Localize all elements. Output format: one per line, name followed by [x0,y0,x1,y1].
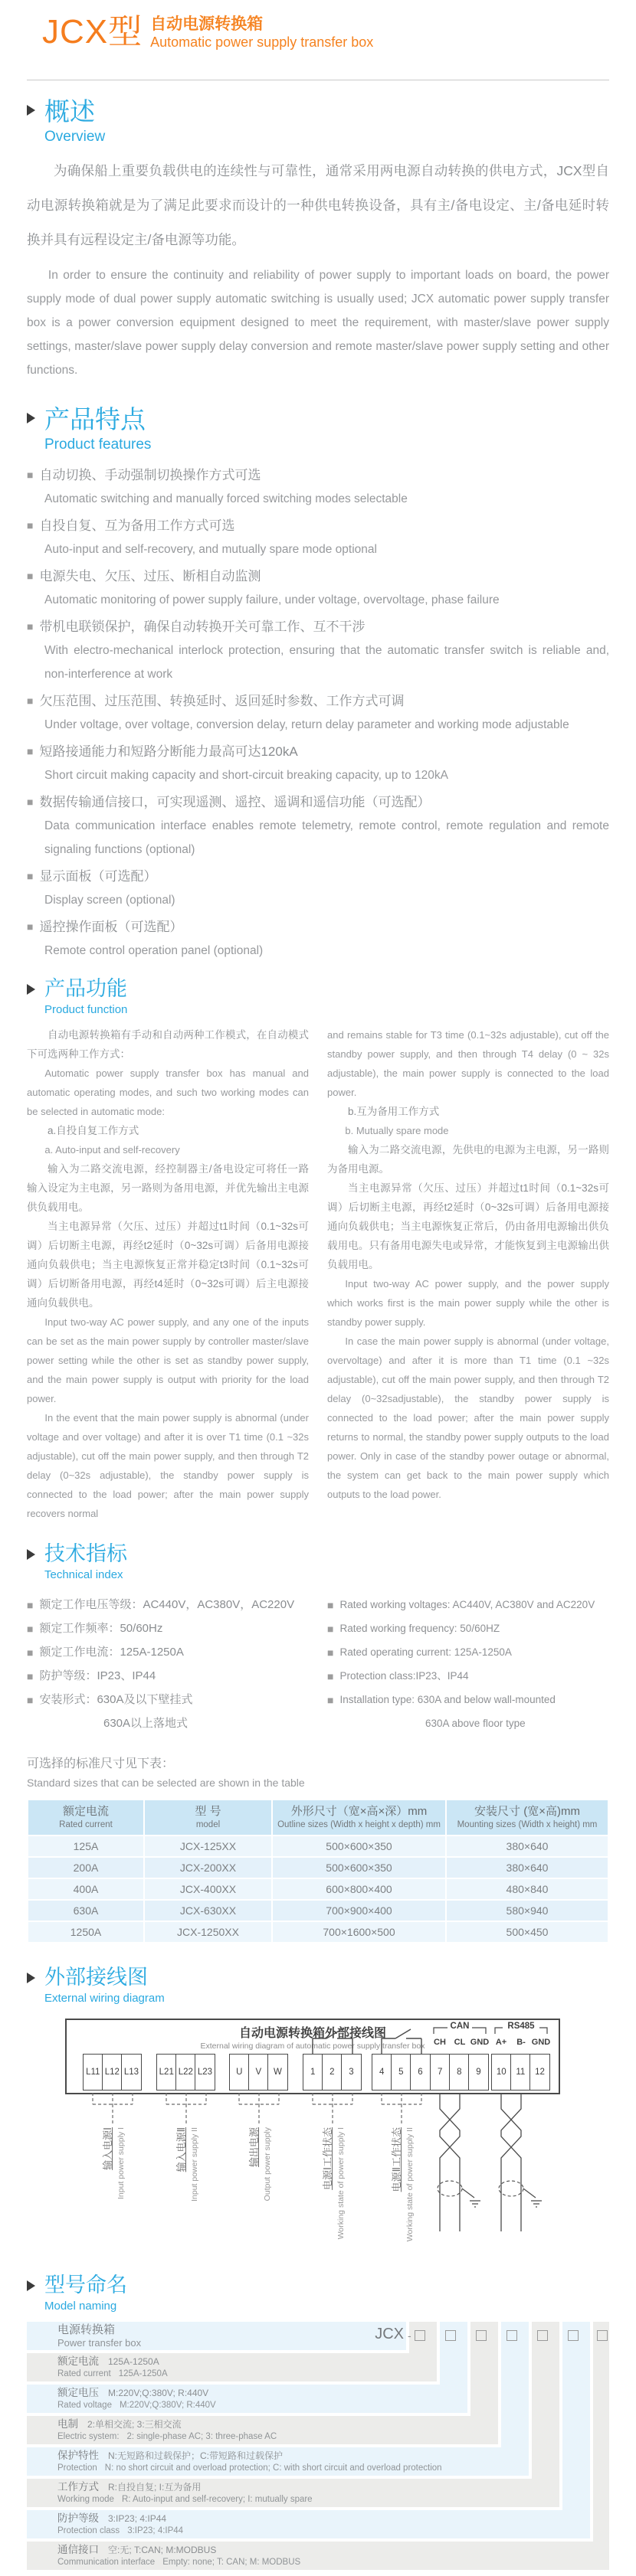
terminal: L21 [156,2054,177,2091]
naming-label-cn: 电源转换箱 [57,2323,116,2336]
group-label-en: Input power supply I [116,2127,126,2199]
tech-item-text: Rated operating current: 125A-1250A [339,1646,512,1658]
group-label-cn: 输入电源Ⅱ [175,2127,187,2172]
cell-mounting: 380×640 [447,1836,608,1856]
overview-paragraph-en: In order to ensure the continuity and reliability of power supply to important loads on board, the power supply mode of dual power supply automatic switching is usually used; JCX automatic power supply transfer box is a power conversion equipment designed to meet the requirement, with master/slave power supply settings, master/slave power supply delay conversion and remote master/slave power supply setting and other functions. [27,269,609,377]
model-code-box [445,2330,456,2341]
section-overview-titles [44,97,105,146]
function-paragraph: 输入为二路交流电源，经控制器主/备电设定可将任一路输入设定为主电源，另一路则为备用电源，并优先输出主电源供负载用电。 [27,1163,309,1213]
group-label-state1 [320,2127,346,2259]
table-header-row [28,1800,608,1835]
section-features-titles [44,405,151,454]
naming-value-cn: M:220V;Q:380V; R:440V [108,2388,209,2398]
cell-mounting: 480×840 [447,1879,608,1899]
section-features-header [27,405,609,454]
cell-outline: 500×600×350 [273,1858,445,1878]
tech-title-cn: 技术指标 [44,1542,127,1565]
tech-item-text: 额定工作频率：50/60Hz [39,1622,163,1635]
function-paragraph: b. Mutually spare mode [345,1125,449,1136]
section-marker-icon [27,1973,35,1983]
bullet-square-icon: ■ [27,1694,34,1706]
naming-value-en: M:220V;Q:380V; R:440V [119,2401,216,2410]
section-naming-titles [44,2273,127,2314]
terminal: L13 [121,2054,142,2091]
terminal: L11 [83,2054,103,2091]
pin-label: B- [516,2038,526,2047]
bullet-square-icon: ■ [27,620,34,633]
model-code-box [415,2330,425,2341]
naming-label-cn: 工作方式 [57,2481,99,2493]
page-header [42,14,609,51]
group-label-input2 [173,2127,199,2259]
rs485-pin-labels [491,2038,551,2047]
bullet-square-icon: ■ [327,1599,334,1611]
section-wiring-titles [44,1965,165,2006]
naming-label-cn: 额定电压 [57,2387,99,2398]
naming-label-en: Rated voltage [57,2401,112,2410]
feature-en: Automatic monitoring of power supply failure, under voltage, overvoltage, phase failure [44,593,500,606]
naming-label-en: Protection class [57,2526,120,2535]
overview-title-cn: 概述 [44,97,95,126]
feature-cn: 带机电联锁保护，确保自动转换开关可靠工作、互不干涉 [39,619,366,634]
terminal: 2 [322,2054,343,2091]
cell-rated-current: 400A [28,1879,143,1899]
naming-value-cn: 125A-1250A [108,2356,159,2367]
terminal: 9 [468,2054,489,2091]
group-label-cn: 输出电源 [248,2127,260,2168]
bullet-square-icon: ■ [27,796,34,808]
feature-item [27,564,609,612]
terminal: L23 [195,2054,215,2091]
tech-item-text: Rated working frequency: 50/60HZ [339,1623,500,1634]
features-title-cn: 产品特点 [44,405,146,433]
group-label-cn: 输入电源Ⅰ [102,2127,113,2170]
model-code-box [537,2330,548,2341]
naming-value-cn: 2:单相交流; 3:三相交流 [87,2419,182,2430]
model-naming-diagram [27,2322,609,2576]
feature-item [27,463,609,511]
cell-model: JCX-125XX [145,1836,271,1856]
naming-title-cn: 型号命名 [44,2274,127,2296]
rs485-bus-label: RS485 [507,2022,535,2031]
function-paragraph: 自动电源转换箱有手动和自动两种工作模式，在自动模式下可选两种工作方式： [27,1029,309,1060]
naming-label-en: Rated current [57,2369,111,2378]
cell-outline: 700×1600×500 [273,1922,445,1942]
feature-en: Under voltage, over voltage, conversion delay, return delay parameter and working mode adjustable [44,718,569,731]
naming-title-en: Model naming [44,2300,117,2313]
pin-label: A+ [495,2038,507,2047]
naming-label-cn: 通信接口 [57,2544,99,2555]
table-row [28,1858,608,1878]
bullet-square-icon: ■ [27,570,34,582]
tech-left-column [27,1594,309,1734]
tech-columns [27,1594,609,1734]
terminal-group-rs485 [491,2054,550,2091]
cell-model: JCX-200XX [145,1858,271,1878]
wiring-title-en: External wiring diagram [44,1992,165,2005]
bullet-square-icon: ■ [327,1623,334,1635]
bullet-square-icon: ■ [27,1599,34,1611]
model-code-box [597,2330,608,2341]
table-row [28,1879,608,1899]
terminal: 1 [303,2054,323,2091]
group-label-en: Input power supply II [190,2127,199,2202]
naming-row [27,2542,609,2570]
tech-item-text: Installation type: 630A and below wall-mounted [339,1694,556,1705]
feature-en: Remote control operation panel (optional) [44,944,264,957]
terminal: 8 [449,2054,470,2091]
sizes-table [27,1799,609,1943]
terminal: 7 [430,2054,451,2091]
overview-title-en: Overview [44,129,106,145]
section-naming-header [27,2273,609,2314]
naming-value-en: R: Auto-input and self-recovery; I: mutually spare [121,2495,313,2504]
cell-outline: 600×800×400 [273,1879,445,1899]
function-title-en: Product function [44,1003,128,1016]
cell-rated-current: 1250A [28,1922,143,1942]
naming-label-en: Communication interface [57,2558,156,2567]
naming-dash: - [408,2329,411,2342]
function-paragraph: Input two-way AC power supply, and the power supply which works first is the main power supply while the other is standby power supply. [327,1278,609,1328]
function-paragraph: a. Auto-input and self-recovery [44,1144,180,1156]
section-marker-icon [27,413,35,423]
naming-prefix: JCX [375,2326,404,2342]
pin-label: GND [531,2038,551,2047]
bullet-square-icon: ■ [27,1623,34,1635]
naming-value-en: Empty: none; T: CAN; M: MODBUS [162,2558,301,2567]
terminal: V [248,2054,269,2091]
cell-mounting: 380×640 [447,1858,608,1878]
feature-item [27,615,609,686]
tech-item-sub: 630A above floor type [425,1718,526,1729]
terminal: U [229,2054,250,2091]
terminal: 11 [510,2054,531,2091]
model-code-box [507,2330,517,2341]
feature-cn: 自动切换、手动强制切换操作方式可选 [39,468,261,482]
section-function-header [27,976,609,1018]
tech-item-sub: 630A以上落地式 [103,1717,189,1730]
terminal: L12 [102,2054,123,2091]
feature-en: Display screen (optional) [44,894,175,907]
product-title-cn: 自动电源转换箱 [150,15,264,33]
feature-en: Data communication interface enables remote telemetry, remote control, remote regulation and remote signaling functions (optional) [44,819,609,856]
naming-value-cn: 空:无; T:CAN; M:MODBUS [108,2545,217,2555]
feature-item [27,514,609,561]
feature-list [27,463,609,963]
naming-value-cn: 3:IP23; 4:IP44 [108,2513,167,2524]
naming-label-en: Protection [57,2463,97,2473]
section-tech-titles [44,1541,127,1583]
function-columns [27,1025,609,1523]
function-paragraph: Automatic power supply transfer box has manual and automatic operating modes, and such two working modes can be selected in automatic mode: [27,1067,309,1117]
function-paragraph: 当主电源异常（欠压、过压）并超过t1时间（0.1~32s可调）后切断主电源，再经t2延时（0~32s可调）后备用电源接通向负载供电；当主电源恢复正常并稳定t3时间（0.1~32s可调）后切断备用电源，再经t4延时（0~32s可调）后主电源接通向负载供电。 [27,1221,309,1309]
cell-mounting: 580×940 [447,1901,608,1921]
naming-row [27,2385,467,2413]
terminal-group-can [430,2054,489,2091]
bullet-square-icon: ■ [27,695,34,707]
function-paragraph: 输入为二路交流电源，先供电的电源为主电源，另一路则为备用电源。 [327,1144,609,1175]
feature-cn: 显示面板（可选配） [39,869,157,884]
sizes-intro-cn: 可选择的标准尺寸见下表： [27,1757,175,1770]
naming-value-en: 2: single-phase AC; 3: three-phase AC [126,2432,277,2441]
terminal: 3 [341,2054,362,2091]
group-label-en: Working state of power supply I [336,2127,346,2240]
col-header-rated-current: 额定电流 Rated current [28,1800,143,1835]
feature-cn: 数据传输通信接口，可实现遥测、遥控、遥调和遥信功能（可选配） [39,795,431,809]
section-tech-header [27,1541,609,1583]
tech-item-text: 防护等级：IP23、IP44 [39,1669,156,1682]
product-titles [150,14,373,51]
sizes-intro-en: Standard sizes that can be selected are shown in the table [27,1777,305,1789]
table-row [28,1922,608,1942]
bullet-square-icon: ■ [27,1670,34,1682]
group-label-state2 [388,2127,415,2259]
naming-value-cn: R:自投自复; I:互为备用 [108,2482,202,2493]
terminal: 5 [391,2054,411,2091]
terminal: L22 [175,2054,196,2091]
wiring-diagram [27,2019,609,2265]
cell-rated-current: 125A [28,1836,143,1856]
cell-mounting: 500×450 [447,1922,608,1942]
cell-rated-current: 200A [28,1858,143,1878]
pin-label: CL [454,2038,466,2047]
section-marker-icon [27,1549,35,1560]
bullet-square-icon: ■ [27,469,34,481]
section-marker-icon [27,984,35,995]
feature-item [27,689,609,737]
function-paragraph: a.自投自复工作方式 [48,1125,139,1136]
feature-cn: 短路接通能力和短路分断能力最高可达120kA [39,744,298,759]
cell-outline: 500×600×350 [273,1836,445,1856]
tech-item-text: 额定工作电流：125A-1250A [39,1646,184,1659]
function-paragraph: b.互为备用工作方式 [348,1106,440,1117]
function-right-column [327,1025,609,1523]
terminal-group-output [229,2054,288,2091]
terminal-group-state2 [372,2054,431,2091]
feature-cn: 自投自复、互为备用工作方式可选 [39,518,235,533]
naming-value-en: 125A-1250A [118,2369,168,2378]
naming-label-cn: 防护等级 [57,2512,99,2524]
function-left-column [27,1025,309,1523]
group-label-output [246,2127,272,2259]
naming-strip [532,2322,559,2479]
feature-cn: 欠压范围、过压范围、转换延时、返回延时参数、工作方式可调 [39,694,405,708]
terminal-group-input1 [83,2054,142,2091]
terminal: 10 [491,2054,512,2091]
bullet-square-icon: ■ [27,920,34,933]
cell-model: JCX-1250XX [145,1922,271,1942]
feature-cn: 遥控操作面板（可选配） [39,920,183,934]
tech-title-en: Technical index [44,1568,123,1581]
feature-en: With electro-mechanical interlock protection, ensuring that the automatic transfer switch is reliable and, non-interference at work [44,644,609,681]
bullet-square-icon: ■ [27,745,34,757]
feature-en: Automatic switching and manually forced switching modes selectable [44,492,408,505]
wiring-title-cn: 外部接线图 [44,1966,148,1989]
function-paragraph: In the event that the main power supply is abnormal (under voltage and over voltage) and after it is over T1 time (0.1 ~32s adjustable), cut off the main power supply, and then through T2 delay (0~32s adjustable), the standby power supply is connected to the load power; after the main power supply recovers normal [27,1412,309,1519]
section-marker-icon [27,105,35,116]
naming-value-en: N: no short circuit and overload protection; C: with short circuit and overload protection [104,2463,442,2473]
naming-row [27,2353,437,2381]
bullet-square-icon: ■ [27,519,34,531]
function-title-cn: 产品功能 [44,977,127,1000]
col-header-outline-sizes: 外形尺寸（宽×高×深）mm Outline sizes (Width x height x depth) mm [273,1800,445,1835]
cell-model: JCX-630XX [145,1901,271,1921]
bullet-square-icon: ■ [327,1694,334,1706]
overview-paragraph-cn: 为确保船上重要负载供电的连续性与可靠性，通常采用两电源自动转换的供电方式，JCX型自动电源转换箱就是为了满足此要求而设计的一种供电转换设备，具有主/备电设定、主/备电延时转换并具有远程设定主/备电源等功能。 [27,163,609,247]
group-label-en: Output power supply [263,2127,272,2202]
feature-item [27,865,609,912]
naming-label-cn: 额定电流 [57,2355,99,2367]
naming-strip [562,2322,590,2510]
tech-item-text: 额定工作电压等级：AC440V，AC380V，AC220V [39,1598,295,1611]
section-wiring-header [27,1965,609,2006]
bullet-square-icon: ■ [27,870,34,882]
feature-item [27,790,609,861]
product-title-en: Automatic power supply transfer box [150,34,374,50]
can-pin-labels [430,2038,490,2047]
cell-outline: 700×900×400 [273,1901,445,1921]
naming-row [27,2479,559,2507]
group-label-en: Working state of power supply II [405,2127,415,2242]
group-label-cn: 电源Ⅰ工作状态 [322,2127,333,2190]
naming-label-en: Power transfer box [57,2337,142,2349]
feature-item [27,915,609,963]
terminal-group-state1 [303,2054,362,2091]
naming-row [27,2416,498,2444]
naming-value-cn: N:无短路和过载保护；C:带短路和过载保护 [108,2450,284,2461]
can-bus-label: CAN [450,2022,470,2031]
section-function-titles [44,976,127,1018]
naming-strip [593,2322,609,2542]
cell-rated-current: 630A [28,1901,143,1921]
terminal: W [267,2054,288,2091]
function-paragraph: Input two-way AC power supply, and any one of the inputs can be set as the main power supply by controller master/slave power setting while the other is set as standby power supply, and the main power supply is output with priority for the load power. [27,1316,309,1404]
feature-en: Short circuit making capacity and short-circuit breaking capacity, up to 120kA [44,769,448,782]
model-code-box [568,2330,579,2341]
feature-en: Auto-input and self-recovery, and mutually spare mode optional [44,543,377,556]
pin-label: GND [470,2038,490,2047]
naming-label-en: Electric system: [57,2432,120,2441]
naming-label-en: Working mode [57,2495,114,2504]
features-title-en: Product features [44,436,152,453]
bullet-square-icon: ■ [327,1646,334,1659]
function-paragraph: In case the main power supply is abnormal (under voltage, overvoltage) and after it is more than T1 time (0.1 ~32s adjustable), cut off the main power supply, and then through T2 delay (0~32sadjustable), the standby power supply is connected to the load power; after the main power supply returns to normal, the standby power supply outputs to the load power. Only in case of the standby power outage or abnormal, the system can get back to the main power supply which outputs to the load power. [327,1335,609,1500]
terminal: 12 [529,2054,550,2091]
naming-value-en: 3:IP23; 4:IP44 [127,2526,184,2535]
table-row [28,1836,608,1856]
bullet-square-icon: ■ [327,1670,334,1682]
section-overview-header [27,97,609,146]
group-label-cn: 电源Ⅱ工作状态 [391,2127,402,2192]
product-model: JCX型 [42,13,143,51]
function-paragraph: 当主电源异常（欠压、过压）并超过t1时间（0.1~32s可调）后切断主电源，再经t2延时（0~32s可调）后备用电源接通向负载供电；当主电源恢复正常后，仍由备用电源输出供负载用电。只有备用电源失电或异常，才能恢复到主电源输出供负载用电。 [327,1182,609,1270]
terminal: 6 [410,2054,431,2091]
wiring-diagram-title-cn: 自动电源转换箱外部接线图 [238,2027,386,2040]
col-header-mounting-sizes: 安装尺寸 (宽×高)mm Mounting sizes (Width x height) mm [447,1800,608,1835]
naming-label-cn: 保护特性 [57,2450,99,2461]
function-paragraph: and remains stable for T3 time (0.1~32s adjustable), cut off the standby power supply, and then through T4 delay (0 ~ 32s adjustable), the main power supply is connected to the load power. [327,1029,609,1098]
col-header-model: 型 号 model [145,1800,271,1835]
table-row [28,1901,608,1921]
naming-row [27,2447,529,2476]
terminal: 4 [372,2054,392,2091]
naming-row [27,2322,406,2350]
tech-right-column [327,1594,609,1734]
cell-model: JCX-400XX [145,1879,271,1899]
model-code-box [476,2330,487,2341]
bullet-square-icon: ■ [27,1646,34,1659]
group-label-input1 [100,2127,126,2259]
pin-label: CH [434,2038,446,2047]
tech-item-text: Rated working voltages: AC440V, AC380V and AC220V [339,1599,595,1610]
naming-label-cn: 电制 [57,2418,78,2430]
naming-row [27,2510,590,2538]
section-marker-icon [27,2280,35,2291]
feature-cn: 电源失电、欠压、过压、断相自动监测 [39,569,261,584]
tech-item-text: 安装形式：630A及以下壁挂式 [39,1693,193,1706]
terminal-group-input2 [156,2054,215,2091]
tech-item-text: Protection class:IP23、IP44 [339,1670,469,1682]
wiring-diagram-title-en: External wiring diagram of automatic power supply transfer box [200,2042,425,2051]
feature-item [27,740,609,787]
